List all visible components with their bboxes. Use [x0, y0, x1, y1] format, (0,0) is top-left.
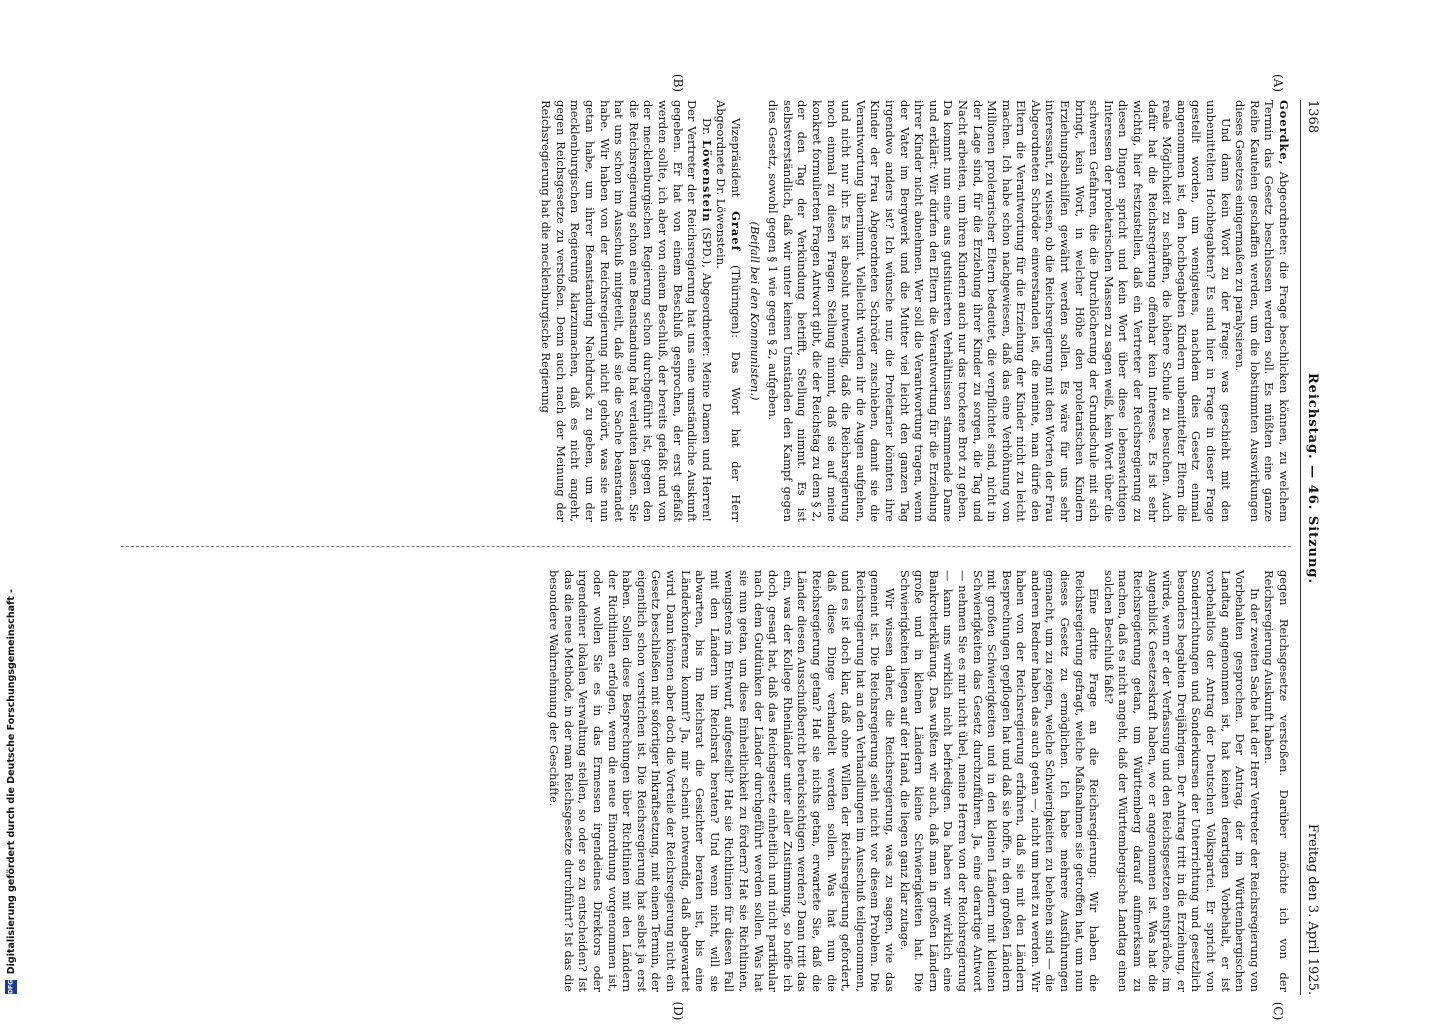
left-column — [121, 100, 1291, 522]
margin-marker-b: (B) — [671, 73, 685, 93]
paragraph — [539, 100, 714, 522]
paragraph: In der zweiten Sache hat der Herr Vertreter der Reichsregierung von Vorbehalten gesprochen. Der Antrag, der im Württembergischen Landtag angenommen ist, hat keinen derartigen Vorbehalt, er ist vorbehaltlos der Antrag der Deutschen Volkspartei. Er spricht von Sonderrichtungen und Sonderkursen der Unterrichtung und gesetzlich besonders begabten Dreijährigen. Der Antrag tritt in die Erziehung, er würde, wenn er der Verfassung und den Reichsgesetzen entspräche, im Augenblick Gesetzeskraft haben, wo er angenommen ist. Was hat die Reichsregierung getan, um Württemberg darauf aufmerksam zu machen, daß es nicht angeht, daß der Württembergische Landtag einen solchen Beschluß faßt? — [1101, 570, 1262, 992]
speaker-name: Goerdke, — [1277, 100, 1291, 166]
speaker-role: Vizepräsident — [729, 118, 744, 198]
dfg-logo-icon: DFG — [5, 980, 17, 994]
margin-marker-d: (D) — [671, 1001, 685, 1021]
paragraph: Und dann kein Wort zu der Frage: was geschieht mit den unbemittelten Hochbegabten? Es sind hier in Frage in dieser Frage gestellt worden, um wenigstens, nachdem dies Gesetz einmal angenommen ist, den hochbegabten Kindern unbemittelter Eltern die reale Möglichkeit zu schaffen, die höhere Schule zu besuchen. Auch dafür hat die Reichsregierung offenbar kein Interesse. Es ist sehr wichtig, hier festzustellen, daß ein Vertreter der Reichsregierung zu diesen Dingen spricht und kein Wort über diese lebenswichtigen Interessen der proletarischen Massen zu sagen weiß, kein Wort über die schweren Gefahren, die die Durchlöcherung der Grundschule mit sich bringt, kein Wort, in welcher Höhe den proletarischen Kindern Erziehungsbeihilfen gewährt werden sollen. Es wäre für uns sehr interessant, zu wissen, ob die Reichsregierung mit den Worten der Frau Abgeordneten Schröder einverstanden ist, die meinte, man dürfe den Eltern die Verantwortung für die Erziehung der Kinder nicht zu leicht machen. Ich habe schon nachgewiesen, daß das eine Verhöhnung von Millionen proletarischer Eltern bedeutet, die verpflichtet sind, nicht in der Lage sind, für die Erziehung ihrer Kinder zu sorgen, die Tag und Nacht arbeiten, um ihren Kindern auch nur das trockene Brot zu geben. Da kommt nun eine aus gutsituierten Verhältnissen stammende Dame und erklärt: Wir dürfen den Eltern die Verantwortung für die Erziehung ihrer Kinder nicht abnehmen. Wer soll die Verantwortung tragen, wenn der Vater im Bergwerk und die Mutter viel leicht den ganzen Tag irgendwo anders ist? Ich wünsche nur, die Proletarier könnten ihre Kinder der Frau Abgeordneten Schröder zuschieben, damit sie die Verantwortung übernimmt. Vielleicht würden ihr die Augen aufgehen, und nicht nur ihr. Es ist absolut notwendig, daß die Reichsregierung noch einmal zu diesen Fragen Stellung nimmt, daß sie auf meine konkret formulierten Fragen Antwort gibt, die der Reichstag zu dem § 2, der den Tag der Verkündung betrifft, Stellung nimmt. Es ist selbstverständlich, daß wir unter keinen Umständen den Kampf gegen dies Gesetz, sowohl gegen § 1 wie gegen § 2, aufgeben. — [766, 100, 1233, 522]
paragraph — [1233, 100, 1291, 522]
margin-marker-c: (C) — [1271, 1001, 1285, 1021]
paragraph-text: die Frage beschlicken können, zu welchem Termin das Gesetz beschlossen werden soll. Es müßten eine ganze Reihe Kautelen geschaffen werden, um die lobstimmten Auswirkungen dieses Gesetzes einigermaßen zu paralysieren. — [1233, 100, 1291, 522]
applause-note: (Beifall bei den Kommunisten.) — [747, 221, 762, 401]
page-number: 1368 — [1305, 100, 1321, 134]
speaker-role: Abgeordneter: — [1277, 171, 1291, 256]
session-date: Freitag den 3. April 1925. — [1305, 823, 1321, 995]
speaker-name: Löwenstein — [699, 140, 714, 223]
digitization-notice: Digitalisierung gefördert durch die Deutsche Forschungsgemeinschaft - — [5, 588, 17, 974]
right-column — [121, 570, 1291, 992]
document-page — [110, 73, 1325, 1021]
paragraph — [714, 100, 743, 522]
paragraph-text: (SPD.), Abgeordneter: Meine Damen und Herren! Der Vertreter der Reichsregierung hat uns eine umständliche Auskunft gegeben. Er hat von einem Beschluß gesprochen, der erst gefaßt werden sollte, ich aber von einem Beschluß, der bereits gefaßt und von der mecklenburgischen Regierung schon durchgeführt ist, gegen den die Reichsregierung schon eine Beanstandung hat verlauten lassen. Sie hat uns schon im Ausschuß mitgeteilt, daß sie die Sache beanstandet habe. Wir haben von der Reichsregierung nicht gehört, was sie nun getan habe, um ihrer Beanstandung Nachdruck zu geben, um der mecklenburgischen Regierung klarzumachen, daß es nicht angeht, gegen Reichsgesetze zu verstoßen. Denn auch nach der Meinung der Reichsregierung hat die mecklenburgische Regierung — [539, 100, 714, 522]
paragraph: gegen Reichsgesetze verstoßen. Darüber möchte ich von der Reichsregierung Auskunft haben. — [1262, 570, 1291, 992]
column-divider — [121, 546, 1291, 547]
page-header — [1300, 100, 1325, 995]
speaker-title: Dr. — [699, 118, 714, 135]
margin-marker-a: (A) — [1271, 73, 1285, 93]
session-title: Reichstag. — 46. Sitzung. — [1305, 372, 1321, 585]
sidebar — [0, 0, 22, 1000]
paragraph-text: (Thüringen): Das Wort hat der Herr Abgeordnete Dr. Löwenstein. — [714, 100, 744, 522]
speaker-name: Graef — [729, 211, 744, 252]
paragraph: Eine dritte Frage an die Reichsregierung: Wir haben die Reichsregierung gefragt, welche Maßnahmen sie getroffen hat, um nun dieses Gesetz zu ermöglichen. Ich habe mehrere Ausführungen gemacht, um zu zeigen, welche Schwierigkeiten zu beheben sind — die anderen Redner haben das auch getan —, nicht um breit zu werden. Wir haben von der Reichsregierung erfahren, daß sie mit den Ländern Besprechungen gepflogen hat und daß sie hoffe, in den großen Ländern mit großen Schwierigkeiten und in den kleinen Ländern mit kleinen Schwierigkeiten das Gesetz durchzuführen. Ja, eine derartige Antwort — nehmen Sie es mir nicht übel, meine Herren von der Reichsregierung — kann uns wirklich nicht befriedigen. Da haben wir wirklich eine Bankrotterklärung. Das wußten wir auch, daß man in großen Ländern große und in kleinen Ländern kleine Schwierigkeiten hat. Die Schwierigkeiten liegen auf der Hand, die liegen ganz klar zutage. — [897, 570, 1102, 992]
paragraph: Wir wissen daher, die Reichsregierung, was zu sagen, wie das gemeint ist. Die Reichsregierung sieht nicht vor diesem Problem. Die Reichsregierung hat an den Verhandlungen im Ausschuß teilgenommen, und es ist doch klar, daß ohne Willen der Reichsregierung gefordert, daß diese Dinge verhandelt werden sollen. Was hat nun die Reichsregierung getan? Hat sie nichts getan, erwartete Sie, daß die Länder diesen Ausschußbericht berücksichtigen werden? Dann tritt das ein, was der Kollege Rheinländer unter aller Zustimmung, so hoffe ich doch, gesagt hat, daß das Reichsgesetz einheitlich und nicht partikular nach dem Gutdünken der Länder durchgeführt werden sollen. Was hat sie nun getan, um diese Einheitlichkeit zu fördern? Hat sie Richtlinien, wenigstens im Entwurf, aufgestellt? Hat sie Richtlinien für diesen Fall mit den Ländern im Reichsrat beraten? Und wenn nicht, will sie abwarten, bis im Reichsrat die Gesichter beraten ist, bis eine Länderkonferenz kommt? Ja, mir scheint notwendig, daß abgewartet wird. Dann können aber doch die Vorteile der Reichsregierung nicht ein Gesetz beschließen mit sofortiger Inkraftsetzung, mit einem Termin, der eigentlich schon verstrichen ist. Die Reichsregierung hat selbst ja erst haben. Sollen diese Besprechungen über Richtlinien mit den Ländern der Richtlinien erfolgen, wenn die neue Einordnung vorgenommen ist, oder wollen Sie es in das Ermessen irgendeines Direktors oder irgendeiner lokalen Verwaltung stellen, so oder so zu entscheiden? Ist das die neue Methode, in der man Reichsgesetze durchführt? Ist das die besondere Wahrnehmung der Geschäfte. — [547, 570, 897, 992]
